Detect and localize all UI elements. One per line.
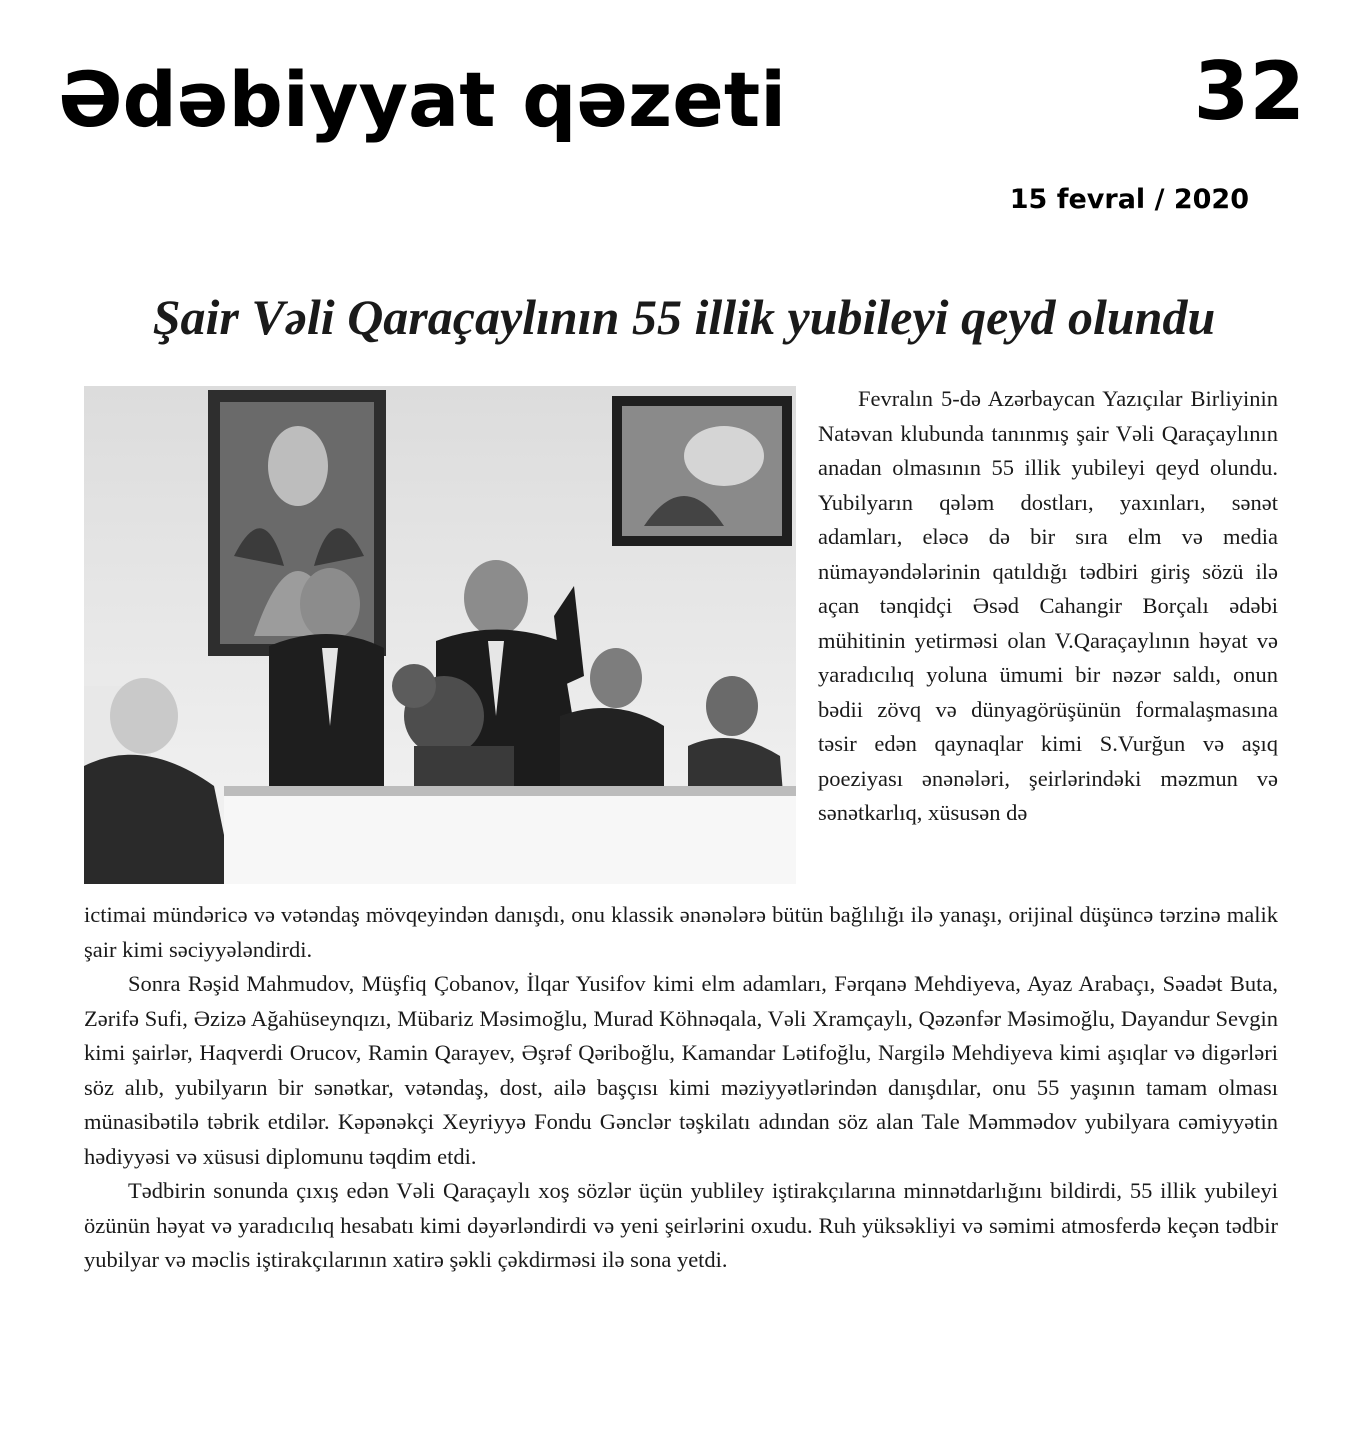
- article-paragraph-1: Fevralın 5-də Azərbaycan Yazıçılar Birliyinin Natəvan klubunda tanınmış şair Vəli Qaraçaylının anadan olmasının 55 illik yubileyi qeyd olundu. Yubilyarın qələm dostları, yaxınları, sənət adamları, eləcə də bir sıra elm və media nümayəndələrinin qatıldığı tədbiri giriş sözü ilə açan tənqidçi Əsəd Cahangir Borçalı ədəbi mühitinin yetirməsi olan V.Qaraçaylının həyat və yaradıcılıq yoluna ümumi bir nəzər saldı, onun bədii zövq və dünyagörüşünün formalaşmasına təsir edən qaynaqlar kimi S.Vurğun və aşıq poeziyası ənənələri, şeirlərindəki məzmun və sənətkarlıq, xüsusən də: [818, 386, 1278, 825]
- article-paragraph-3: Tədbirin sonunda çıxış edən Vəli Qaraçaylı xoş sözlər üçün yubliley iştirakçılarına minnətdarlığını bildirdi, 55 illik yubileyi özünün həyat və yaradıcılıq hesabatı kimi dəyərləndirdi və yeni şeirlərini oxudu. Ruh yüksəkliyi və səmimi atmosferdə keçən tədbir yubilyar və məclis iştirakçılarının xatirə şəkli çəkdirməsi ilə sona yetdi.: [84, 1178, 1278, 1272]
- page-number: 32: [1193, 45, 1305, 138]
- newspaper-masthead: Ədəbiyyat qəzeti: [58, 55, 787, 144]
- article-column-text: [818, 382, 1278, 831]
- event-photo-icon: [84, 386, 796, 884]
- article-paragraph-2: Sonra Rəşid Mahmudov, Müşfiq Çobanov, İlqar Yusifov kimi elm adamları, Fərqanə Mehdiyeva, Ayaz Arabaçı, Səadət Buta, Zərifə Sufi, Əzizə Ağahüseynqızı, Mübariz Məsimoğlu, Murad Köhnəqala, Vəli Xramçaylı, Qəzənfər Məsimoğlu, Dayandur Sevgin kimi şairlər, Haqverdi Orucov, Ramin Qarayev, Əşrəf Qəriboğlu, Kamandar Lətifoğlu, Nargilə Mehdiyeva kimi aşıqlar və digərləri söz alıb, yubilyarın bir sənətkar, vətəndaş, dost, ailə başçısı kimi məziyyətlərindən danışdılar, onu 55 yaşının tamam olması münasibətilə təbrik etdilər. Kəpənəkçi Xeyriyyə Fondu Gənclər təşkilatı adından söz alan Tale Məmmədov yubilyara cəmiyyətin hədiyyəsi və xüsusi diplomunu təqdim etdi.: [84, 971, 1278, 1169]
- article-body-text: [84, 898, 1278, 1278]
- article-photo: [84, 386, 796, 884]
- issue-date: 15 fevral / 2020: [1009, 184, 1249, 215]
- article-paragraph-1-continued: ictimai mündəricə və vətəndaş mövqeyindən danışdı, onu klassik ənənələrə bütün bağlılığı ilə yanaşı, orijinal düşüncə tərzinə malik şair kimi səciyyələndirdi.: [84, 902, 1278, 962]
- article-headline: Şair Vəli Qaraçaylının 55 illik yubileyi qeyd olundu: [152, 289, 1216, 345]
